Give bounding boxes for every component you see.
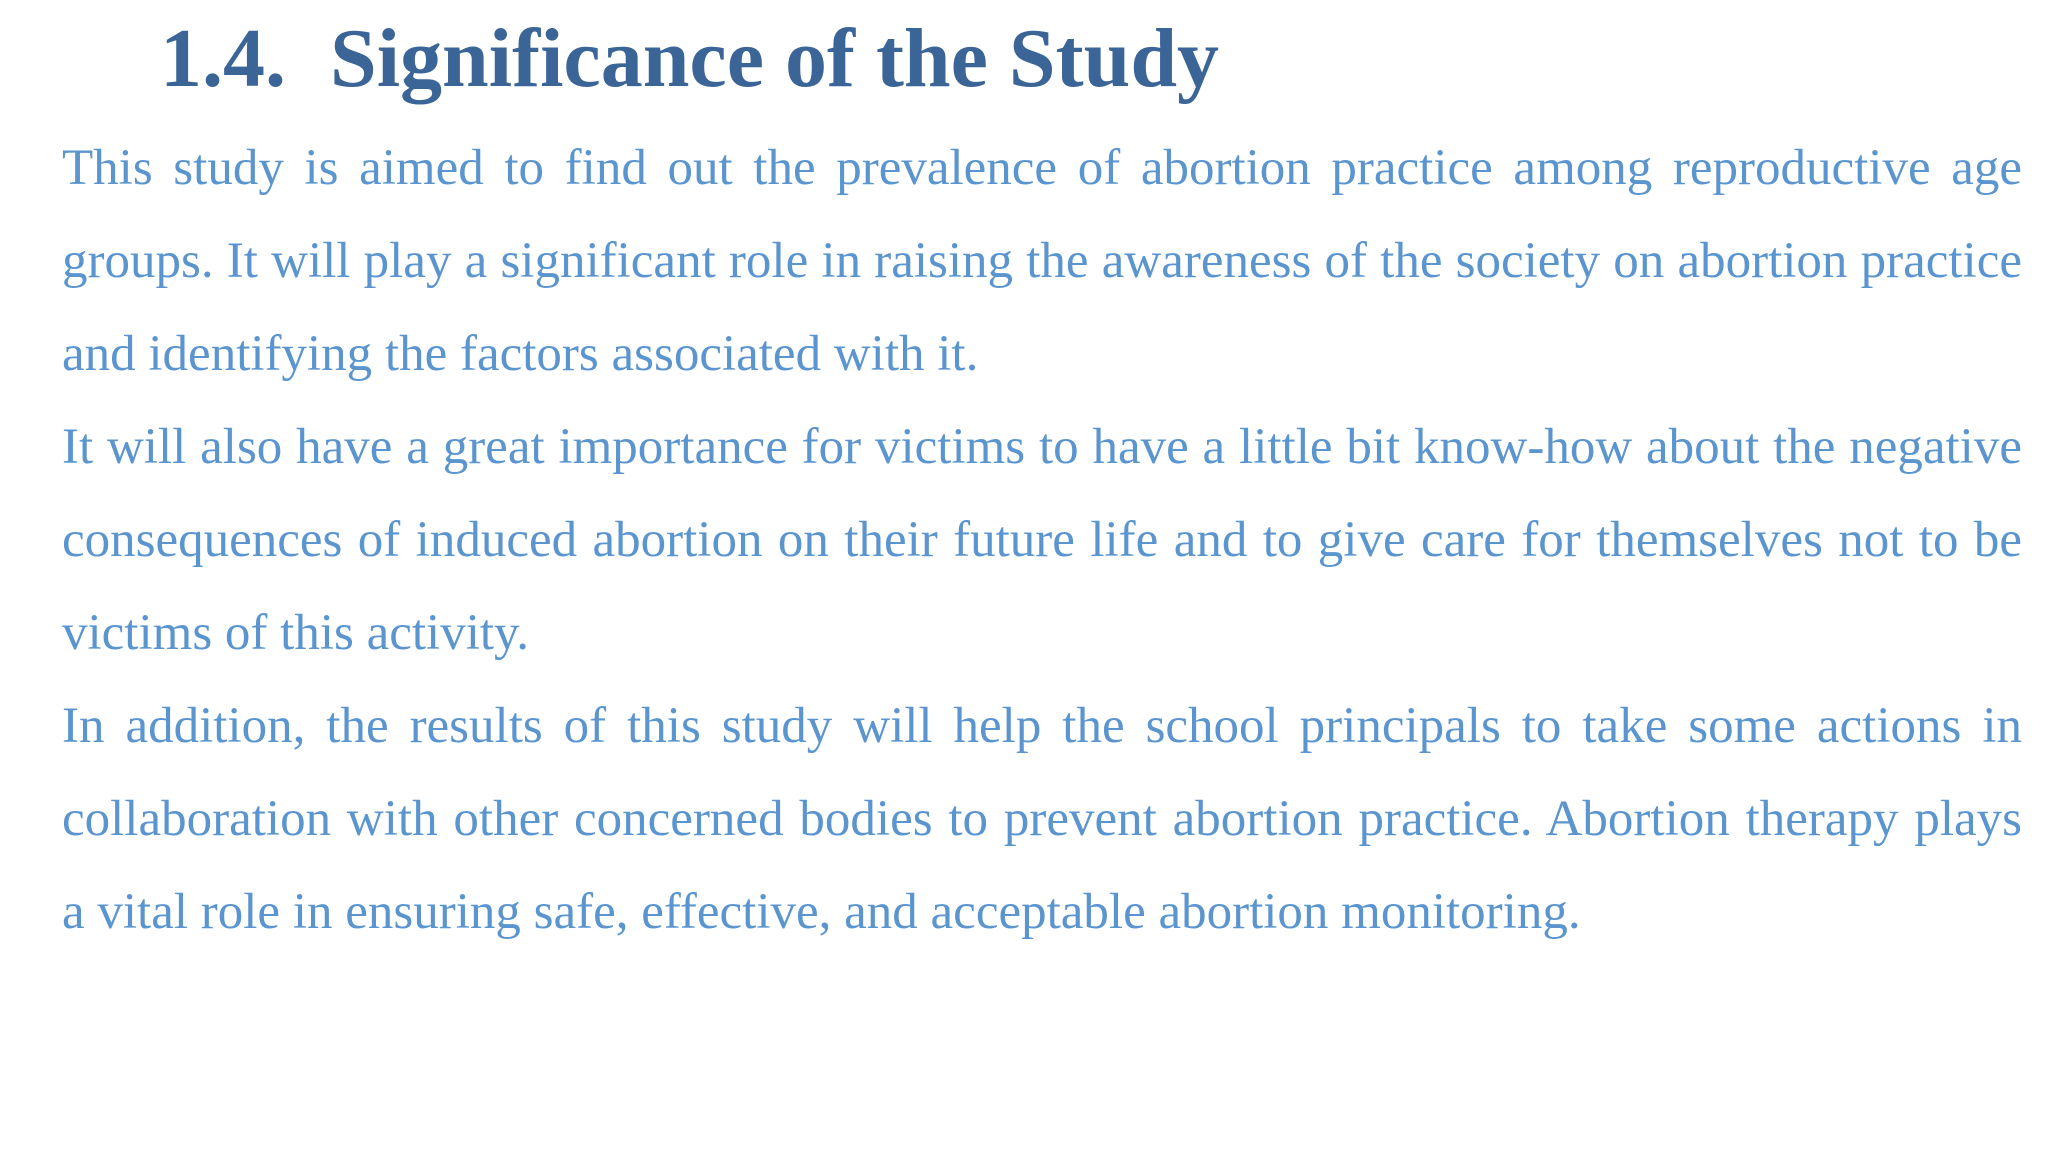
paragraph-victims: It will also have a great importance for victims to have a little bit know-how about the negative consequences of induced abortion on their future life and to give care for themselves not to be victims of this activity. bbox=[62, 419, 2022, 661]
section-title: Significance of the Study bbox=[330, 12, 1220, 105]
section-number: 1.4. bbox=[160, 12, 286, 105]
paragraph-principals: In addition, the results of this study will help the school principals to take some actions in collaboration with other concerned bodies to prevent abortion practice. Abortion therapy plays a vital role in ensuring safe, effective, and acceptable abortion monitoring. bbox=[62, 698, 2022, 940]
paragraph-purpose: This study is aimed to find out the prevalence of abortion practice among reproductive age groups. It will play a significant role in raising the awareness of the society on abortion practice and identifying the factors associated with it. bbox=[62, 140, 2022, 382]
section-body bbox=[62, 122, 2022, 959]
section-heading bbox=[160, 4, 1219, 114]
